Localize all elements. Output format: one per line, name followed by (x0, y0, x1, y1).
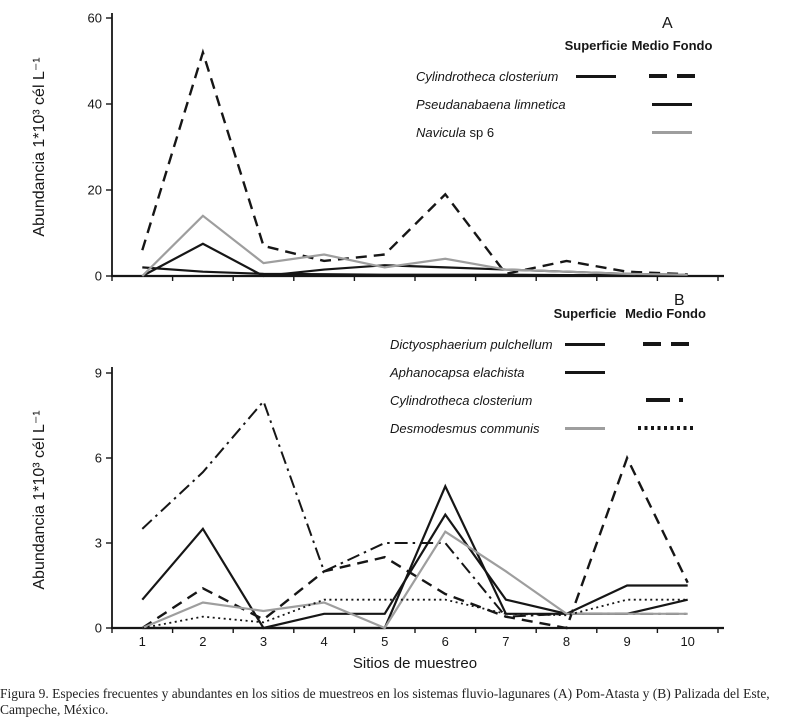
y-tick-label: 6 (94, 450, 102, 466)
legend-species-label: Desmodesmus communis (390, 420, 540, 436)
x-tick-label: 4 (320, 634, 328, 649)
legend-cell-medio-fondo (626, 131, 718, 134)
y-tick-label: 20 (87, 182, 102, 198)
series-line (142, 515, 687, 628)
legend-swatch-dotted-black (638, 426, 694, 430)
legend-row (390, 330, 713, 358)
legend-cell-superficie (552, 343, 618, 346)
legend-swatch-dashdot-black (646, 398, 686, 402)
x-tick-label: 10 (680, 634, 695, 649)
legend-species-label: Aphanocapsa elachista (390, 364, 525, 380)
legend-swatch-solid-black (565, 371, 605, 374)
chart-a-legend-header (416, 38, 718, 53)
legend-header-medio-fondo: Medio Fondo (625, 306, 706, 321)
legend-swatch-solid-gray (565, 427, 605, 430)
y-tick-label: 9 (94, 365, 102, 381)
legend-species-label: Dictyosphaerium pulchellum (390, 336, 553, 352)
x-tick-label: 6 (441, 634, 449, 649)
y-tick-label: 0 (94, 268, 102, 284)
series-line (142, 532, 687, 628)
legend-row (416, 62, 718, 90)
chart-a-legend-rows (416, 62, 718, 146)
legend-header-superficie: Superficie (553, 306, 617, 321)
legend-cell-medio-fondo (626, 74, 718, 78)
x-tick-label: 3 (259, 634, 268, 649)
legend-row (390, 414, 713, 442)
legend-row (416, 90, 718, 118)
legend-species-label: Navicula sp 6 (416, 124, 495, 140)
y-tick-label: 3 (94, 535, 102, 551)
figure-caption: Figura 9. Especies frecuentes y abundantes en los sitios de muestreos en los sistemas fluvio-lagunares (A) Pom-Atasta y (B) Palizada del Este, Campeche, México. (0, 686, 770, 718)
legend-cell-superficie (566, 75, 626, 78)
legend-header-superficie: Superficie (564, 38, 628, 53)
legend-swatch-solid-black (652, 103, 692, 106)
series-line (142, 486, 687, 628)
y-tick-label: 0 (94, 620, 102, 636)
x-tick-label: 9 (623, 634, 631, 649)
legend-cell-medio-fondo (618, 342, 713, 346)
legend-cell-superficie (552, 427, 618, 430)
legend-swatch-dashed-black (649, 74, 695, 78)
panel-b-letter: B (674, 292, 685, 309)
chart-b-legend-header (390, 306, 713, 321)
legend-swatch-solid-gray (652, 131, 692, 134)
x-tick-label: 7 (502, 634, 510, 649)
y-tick-label: 60 (87, 10, 102, 26)
legend-cell-medio-fondo (618, 426, 713, 430)
legend-swatch-solid-black (576, 75, 616, 78)
x-tick-label: 2 (199, 634, 207, 649)
legend-species-label: Pseudanabaena limnetica (416, 96, 566, 112)
x-tick-label: 1 (138, 634, 146, 649)
chart-b-legend (390, 306, 713, 442)
x-tick-label: 5 (381, 634, 389, 649)
legend-cell-superficie (552, 371, 618, 374)
chart-b-y-axis-title: Abundancia 1*10³ cél L⁻¹ (31, 410, 48, 590)
legend-row (390, 358, 713, 386)
legend-row (416, 118, 718, 146)
chart-b-legend-rows (390, 330, 713, 442)
legend-cell-medio-fondo (626, 103, 718, 106)
legend-cell-medio-fondo (618, 398, 713, 402)
legend-swatch-solid-black (565, 343, 605, 346)
legend-row (390, 386, 713, 414)
chart-b-x-axis-title: Sitios de muestreo (352, 655, 478, 672)
chart-a-y-axis-title: Abundancia 1*10³ cél L⁻¹ (31, 57, 48, 237)
x-tick-label: 8 (562, 634, 571, 649)
legend-species-label: Cylindrotheca closterium (390, 392, 533, 408)
legend-species-label: Cylindrotheca closterium (416, 68, 559, 84)
legend-header-medio-fondo: Medio Fondo (631, 38, 713, 53)
chart-a-legend (416, 38, 718, 146)
y-tick-label: 40 (87, 96, 102, 112)
legend-swatch-dashed-black (643, 342, 689, 346)
series-line (142, 244, 687, 276)
panel-a-letter: A (662, 15, 673, 32)
